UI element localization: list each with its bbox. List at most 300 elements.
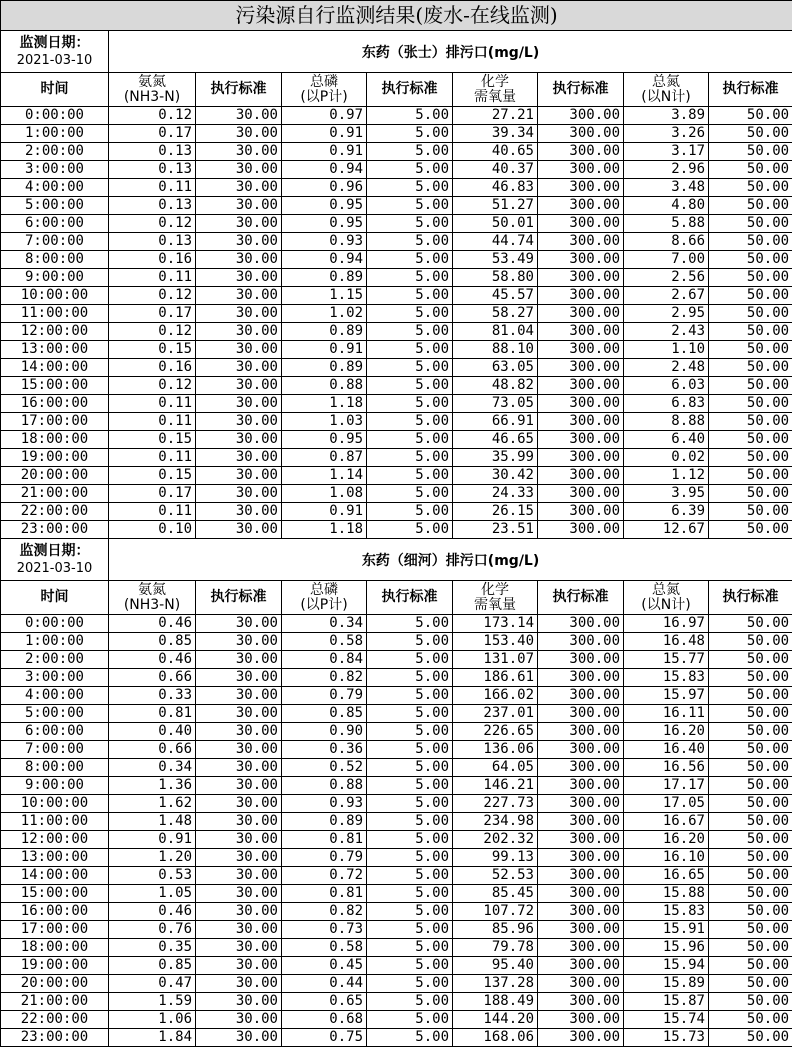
- value-cell: 30.00: [196, 233, 282, 251]
- value-cell: 300.00: [538, 795, 624, 813]
- value-cell: 30.00: [196, 125, 282, 143]
- value-cell: 17.05: [624, 795, 709, 813]
- value-cell: 107.72: [453, 903, 538, 921]
- value-cell: 50.00: [709, 287, 792, 305]
- value-cell: 3.95: [624, 485, 709, 503]
- value-cell: 30.00: [196, 813, 282, 831]
- value-cell: 1.18: [282, 395, 367, 413]
- column-header-line2: (NH3-N): [109, 598, 195, 613]
- value-cell: 144.20: [453, 1011, 538, 1029]
- time-cell: 5:00:00: [1, 705, 109, 723]
- value-cell: 0.12: [109, 377, 196, 395]
- value-cell: 0.82: [282, 669, 367, 687]
- value-cell: 168.06: [453, 1029, 538, 1047]
- value-cell: 1.02: [282, 305, 367, 323]
- value-cell: 0.11: [109, 413, 196, 431]
- time-cell: 5:00:00: [1, 197, 109, 215]
- value-cell: 300.00: [538, 831, 624, 849]
- value-cell: 15.87: [624, 993, 709, 1011]
- value-cell: 6.39: [624, 503, 709, 521]
- value-cell: 6.03: [624, 377, 709, 395]
- column-header: [282, 581, 367, 615]
- value-cell: 79.78: [453, 939, 538, 957]
- value-cell: 1.06: [109, 1011, 196, 1029]
- table-row: [1, 233, 792, 251]
- value-cell: 3.89: [624, 107, 709, 125]
- time-cell: 16:00:00: [1, 903, 109, 921]
- value-cell: 1.18: [282, 521, 367, 539]
- time-cell: 19:00:00: [1, 449, 109, 467]
- value-cell: 51.27: [453, 197, 538, 215]
- table-row: [1, 359, 792, 377]
- value-cell: 50.00: [709, 867, 792, 885]
- value-cell: 300.00: [538, 125, 624, 143]
- table-row: [1, 215, 792, 233]
- value-cell: 48.82: [453, 377, 538, 395]
- value-cell: 5.00: [367, 705, 453, 723]
- table-row: [1, 615, 792, 633]
- time-cell: 14:00:00: [1, 867, 109, 885]
- table-row: [1, 957, 792, 975]
- value-cell: 50.00: [709, 197, 792, 215]
- value-cell: 15.77: [624, 651, 709, 669]
- value-cell: 2.95: [624, 305, 709, 323]
- section-info-row: [1, 539, 792, 581]
- value-cell: 30.00: [196, 179, 282, 197]
- time-cell: 8:00:00: [1, 759, 109, 777]
- value-cell: 30.00: [196, 651, 282, 669]
- time-cell: 17:00:00: [1, 921, 109, 939]
- value-cell: 30.00: [196, 1011, 282, 1029]
- value-cell: 50.00: [709, 1029, 792, 1047]
- time-cell: 23:00:00: [1, 1029, 109, 1047]
- column-header-line2: (以P计): [282, 90, 366, 105]
- value-cell: 50.00: [709, 723, 792, 741]
- table-row: [1, 723, 792, 741]
- value-cell: 15.83: [624, 669, 709, 687]
- table-row: [1, 669, 792, 687]
- value-cell: 45.57: [453, 287, 538, 305]
- table-row: [1, 885, 792, 903]
- value-cell: 0.40: [109, 723, 196, 741]
- column-header-line1: 执行标准: [196, 82, 281, 97]
- value-cell: 30.00: [196, 633, 282, 651]
- value-cell: 5.00: [367, 233, 453, 251]
- value-cell: 30.00: [196, 777, 282, 795]
- time-cell: 13:00:00: [1, 341, 109, 359]
- time-cell: 18:00:00: [1, 431, 109, 449]
- value-cell: 50.00: [709, 269, 792, 287]
- value-cell: 0.12: [109, 215, 196, 233]
- value-cell: 300.00: [538, 777, 624, 795]
- table-row: [1, 143, 792, 161]
- value-cell: 5.00: [367, 651, 453, 669]
- table-row: [1, 341, 792, 359]
- monitoring-date-cell: [1, 31, 109, 73]
- time-cell: 10:00:00: [1, 795, 109, 813]
- value-cell: 50.00: [709, 215, 792, 233]
- value-cell: 2.96: [624, 161, 709, 179]
- value-cell: 30.00: [196, 993, 282, 1011]
- value-cell: 50.00: [709, 705, 792, 723]
- value-cell: 30.00: [196, 269, 282, 287]
- value-cell: 0.47: [109, 975, 196, 993]
- value-cell: 16.11: [624, 705, 709, 723]
- value-cell: 1.08: [282, 485, 367, 503]
- value-cell: 300.00: [538, 741, 624, 759]
- monitoring-date-label: 监测日期：: [1, 35, 108, 52]
- value-cell: 234.98: [453, 813, 538, 831]
- value-cell: 7.00: [624, 251, 709, 269]
- value-cell: 5.00: [367, 413, 453, 431]
- value-cell: 5.00: [367, 431, 453, 449]
- value-cell: 5.00: [367, 107, 453, 125]
- value-cell: 0.88: [282, 777, 367, 795]
- value-cell: 0.44: [282, 975, 367, 993]
- value-cell: 136.06: [453, 741, 538, 759]
- table-row: [1, 269, 792, 287]
- value-cell: 300.00: [538, 723, 624, 741]
- value-cell: 30.00: [196, 503, 282, 521]
- value-cell: 300.00: [538, 849, 624, 867]
- value-cell: 15.74: [624, 1011, 709, 1029]
- value-cell: 50.00: [709, 503, 792, 521]
- column-header-line1: 执行标准: [367, 82, 452, 97]
- value-cell: 50.00: [709, 669, 792, 687]
- table-row: [1, 705, 792, 723]
- value-cell: 0.73: [282, 921, 367, 939]
- value-cell: 300.00: [538, 377, 624, 395]
- value-cell: 30.00: [196, 669, 282, 687]
- value-cell: 50.00: [709, 615, 792, 633]
- value-cell: 5.00: [367, 849, 453, 867]
- value-cell: 5.00: [367, 687, 453, 705]
- column-header-line1: 总磷: [282, 583, 366, 598]
- value-cell: 5.00: [367, 723, 453, 741]
- value-cell: 300.00: [538, 179, 624, 197]
- value-cell: 300.00: [538, 215, 624, 233]
- value-cell: 300.00: [538, 305, 624, 323]
- value-cell: 0.97: [282, 107, 367, 125]
- time-cell: 12:00:00: [1, 831, 109, 849]
- value-cell: 137.28: [453, 975, 538, 993]
- column-header: [109, 73, 196, 107]
- value-cell: 0.34: [282, 615, 367, 633]
- value-cell: 50.00: [709, 633, 792, 651]
- value-cell: 5.00: [367, 161, 453, 179]
- value-cell: 30.00: [196, 287, 282, 305]
- table-row: [1, 993, 792, 1011]
- time-cell: 7:00:00: [1, 233, 109, 251]
- value-cell: 300.00: [538, 395, 624, 413]
- value-cell: 50.00: [709, 377, 792, 395]
- table-row: [1, 777, 792, 795]
- column-header-line2: 需氧量: [453, 598, 537, 613]
- value-cell: 173.14: [453, 615, 538, 633]
- value-cell: 188.49: [453, 993, 538, 1011]
- value-cell: 300.00: [538, 521, 624, 539]
- value-cell: 300.00: [538, 341, 624, 359]
- value-cell: 50.00: [709, 305, 792, 323]
- column-header-line1: 氨氮: [109, 583, 195, 598]
- column-header-line1: 执行标准: [196, 590, 281, 605]
- value-cell: 30.00: [196, 197, 282, 215]
- time-cell: 21:00:00: [1, 993, 109, 1011]
- value-cell: 146.21: [453, 777, 538, 795]
- value-cell: 16.67: [624, 813, 709, 831]
- table-row: [1, 759, 792, 777]
- value-cell: 30.00: [196, 885, 282, 903]
- value-cell: 50.00: [709, 903, 792, 921]
- value-cell: 0.90: [282, 723, 367, 741]
- value-cell: 30.00: [196, 359, 282, 377]
- value-cell: 15.96: [624, 939, 709, 957]
- value-cell: 44.74: [453, 233, 538, 251]
- table-row: [1, 125, 792, 143]
- value-cell: 30.00: [196, 161, 282, 179]
- column-header-line2: (以N计): [624, 90, 708, 105]
- value-cell: 1.14: [282, 467, 367, 485]
- table-row: [1, 179, 792, 197]
- time-cell: 14:00:00: [1, 359, 109, 377]
- value-cell: 15.88: [624, 885, 709, 903]
- value-cell: 5.00: [367, 305, 453, 323]
- value-cell: 5.00: [367, 741, 453, 759]
- time-cell: 0:00:00: [1, 615, 109, 633]
- value-cell: 50.00: [709, 341, 792, 359]
- value-cell: 30.00: [196, 107, 282, 125]
- value-cell: 0.68: [282, 1011, 367, 1029]
- value-cell: 0.12: [109, 323, 196, 341]
- value-cell: 153.40: [453, 633, 538, 651]
- column-header: [709, 73, 792, 107]
- value-cell: 0.81: [282, 885, 367, 903]
- table-row: [1, 939, 792, 957]
- value-cell: 5.00: [367, 921, 453, 939]
- value-cell: 30.00: [196, 323, 282, 341]
- value-cell: 300.00: [538, 669, 624, 687]
- value-cell: 0.02: [624, 449, 709, 467]
- value-cell: 95.40: [453, 957, 538, 975]
- value-cell: 237.01: [453, 705, 538, 723]
- time-cell: 10:00:00: [1, 287, 109, 305]
- value-cell: 0.93: [282, 233, 367, 251]
- value-cell: 300.00: [538, 197, 624, 215]
- time-cell: 12:00:00: [1, 323, 109, 341]
- value-cell: 5.00: [367, 669, 453, 687]
- value-cell: 5.00: [367, 323, 453, 341]
- value-cell: 0.66: [109, 669, 196, 687]
- table-row: [1, 323, 792, 341]
- value-cell: 35.99: [453, 449, 538, 467]
- value-cell: 0.16: [109, 251, 196, 269]
- value-cell: 2.56: [624, 269, 709, 287]
- value-cell: 15.94: [624, 957, 709, 975]
- value-cell: 0.13: [109, 161, 196, 179]
- value-cell: 5.00: [367, 467, 453, 485]
- value-cell: 0.17: [109, 485, 196, 503]
- table-row: [1, 197, 792, 215]
- value-cell: 0.89: [282, 269, 367, 287]
- table-row: [1, 449, 792, 467]
- time-cell: 9:00:00: [1, 777, 109, 795]
- value-cell: 30.00: [196, 921, 282, 939]
- value-cell: 300.00: [538, 251, 624, 269]
- value-cell: 50.00: [709, 431, 792, 449]
- table-row: [1, 813, 792, 831]
- monitoring-date-label: 监测日期：: [1, 543, 108, 560]
- value-cell: 50.00: [709, 467, 792, 485]
- value-cell: 0.13: [109, 233, 196, 251]
- value-cell: 0.95: [282, 431, 367, 449]
- value-cell: 0.46: [109, 615, 196, 633]
- value-cell: 0.81: [282, 831, 367, 849]
- column-header: [1, 73, 109, 107]
- time-cell: 16:00:00: [1, 395, 109, 413]
- value-cell: 6.40: [624, 431, 709, 449]
- time-cell: 23:00:00: [1, 521, 109, 539]
- column-header: [624, 581, 709, 615]
- table-row: [1, 867, 792, 885]
- value-cell: 1.59: [109, 993, 196, 1011]
- table-row: [1, 633, 792, 651]
- time-cell: 9:00:00: [1, 269, 109, 287]
- value-cell: 16.97: [624, 615, 709, 633]
- column-header: [1, 581, 109, 615]
- table-row: [1, 251, 792, 269]
- value-cell: 16.65: [624, 867, 709, 885]
- value-cell: 300.00: [538, 615, 624, 633]
- value-cell: 15.89: [624, 975, 709, 993]
- column-header: [453, 73, 538, 107]
- value-cell: 23.51: [453, 521, 538, 539]
- time-cell: 6:00:00: [1, 215, 109, 233]
- value-cell: 0.76: [109, 921, 196, 939]
- time-cell: 15:00:00: [1, 885, 109, 903]
- value-cell: 0.79: [282, 687, 367, 705]
- value-cell: 5.00: [367, 957, 453, 975]
- table-row: [1, 431, 792, 449]
- table-row: [1, 413, 792, 431]
- value-cell: 30.00: [196, 485, 282, 503]
- value-cell: 1.20: [109, 849, 196, 867]
- value-cell: 5.00: [367, 521, 453, 539]
- value-cell: 0.36: [282, 741, 367, 759]
- value-cell: 300.00: [538, 687, 624, 705]
- value-cell: 0.15: [109, 431, 196, 449]
- value-cell: 30.00: [196, 795, 282, 813]
- time-cell: 8:00:00: [1, 251, 109, 269]
- value-cell: 2.43: [624, 323, 709, 341]
- monitoring-date-value: 2021-03-10: [1, 52, 108, 69]
- value-cell: 30.00: [196, 215, 282, 233]
- value-cell: 300.00: [538, 651, 624, 669]
- value-cell: 50.00: [709, 395, 792, 413]
- value-cell: 40.65: [453, 143, 538, 161]
- value-cell: 300.00: [538, 939, 624, 957]
- value-cell: 5.00: [367, 939, 453, 957]
- value-cell: 30.00: [196, 903, 282, 921]
- value-cell: 30.00: [196, 521, 282, 539]
- value-cell: 5.00: [367, 1029, 453, 1047]
- column-header-line2: (NH3-N): [109, 90, 195, 105]
- column-header-line1: 执行标准: [538, 82, 623, 97]
- value-cell: 300.00: [538, 885, 624, 903]
- time-cell: 2:00:00: [1, 651, 109, 669]
- value-cell: 50.01: [453, 215, 538, 233]
- value-cell: 8.66: [624, 233, 709, 251]
- value-cell: 50.00: [709, 323, 792, 341]
- value-cell: 1.84: [109, 1029, 196, 1047]
- value-cell: 30.00: [196, 687, 282, 705]
- value-cell: 227.73: [453, 795, 538, 813]
- value-cell: 0.72: [282, 867, 367, 885]
- value-cell: 0.34: [109, 759, 196, 777]
- value-cell: 300.00: [538, 975, 624, 993]
- time-cell: 18:00:00: [1, 939, 109, 957]
- value-cell: 0.45: [282, 957, 367, 975]
- value-cell: 0.93: [282, 795, 367, 813]
- value-cell: 5.00: [367, 503, 453, 521]
- time-cell: 6:00:00: [1, 723, 109, 741]
- value-cell: 46.83: [453, 179, 538, 197]
- value-cell: 5.00: [367, 341, 453, 359]
- time-cell: 1:00:00: [1, 633, 109, 651]
- column-header: [624, 73, 709, 107]
- value-cell: 300.00: [538, 867, 624, 885]
- value-cell: 30.00: [196, 341, 282, 359]
- value-cell: 16.48: [624, 633, 709, 651]
- value-cell: 64.05: [453, 759, 538, 777]
- value-cell: 0.13: [109, 143, 196, 161]
- value-cell: 1.03: [282, 413, 367, 431]
- value-cell: 17.17: [624, 777, 709, 795]
- value-cell: 300.00: [538, 1011, 624, 1029]
- value-cell: 0.85: [282, 705, 367, 723]
- table-row: [1, 377, 792, 395]
- column-header-line1: 总氮: [624, 75, 708, 90]
- column-header-line1: 时间: [1, 590, 108, 605]
- time-cell: 1:00:00: [1, 125, 109, 143]
- value-cell: 50.00: [709, 179, 792, 197]
- value-cell: 24.33: [453, 485, 538, 503]
- value-cell: 0.17: [109, 125, 196, 143]
- value-cell: 0.91: [109, 831, 196, 849]
- column-header-line1: 时间: [1, 82, 108, 97]
- value-cell: 26.15: [453, 503, 538, 521]
- value-cell: 2.48: [624, 359, 709, 377]
- value-cell: 0.91: [282, 143, 367, 161]
- value-cell: 46.65: [453, 431, 538, 449]
- time-cell: 7:00:00: [1, 741, 109, 759]
- value-cell: 50.00: [709, 125, 792, 143]
- value-cell: 50.00: [709, 777, 792, 795]
- value-cell: 186.61: [453, 669, 538, 687]
- value-cell: 0.79: [282, 849, 367, 867]
- value-cell: 5.00: [367, 395, 453, 413]
- value-cell: 50.00: [709, 813, 792, 831]
- value-cell: 50.00: [709, 485, 792, 503]
- value-cell: 0.58: [282, 633, 367, 651]
- column-header: [282, 73, 367, 107]
- table-row: [1, 975, 792, 993]
- time-cell: 13:00:00: [1, 849, 109, 867]
- value-cell: 0.95: [282, 197, 367, 215]
- value-cell: 0.35: [109, 939, 196, 957]
- value-cell: 12.67: [624, 521, 709, 539]
- value-cell: 300.00: [538, 107, 624, 125]
- value-cell: 0.65: [282, 993, 367, 1011]
